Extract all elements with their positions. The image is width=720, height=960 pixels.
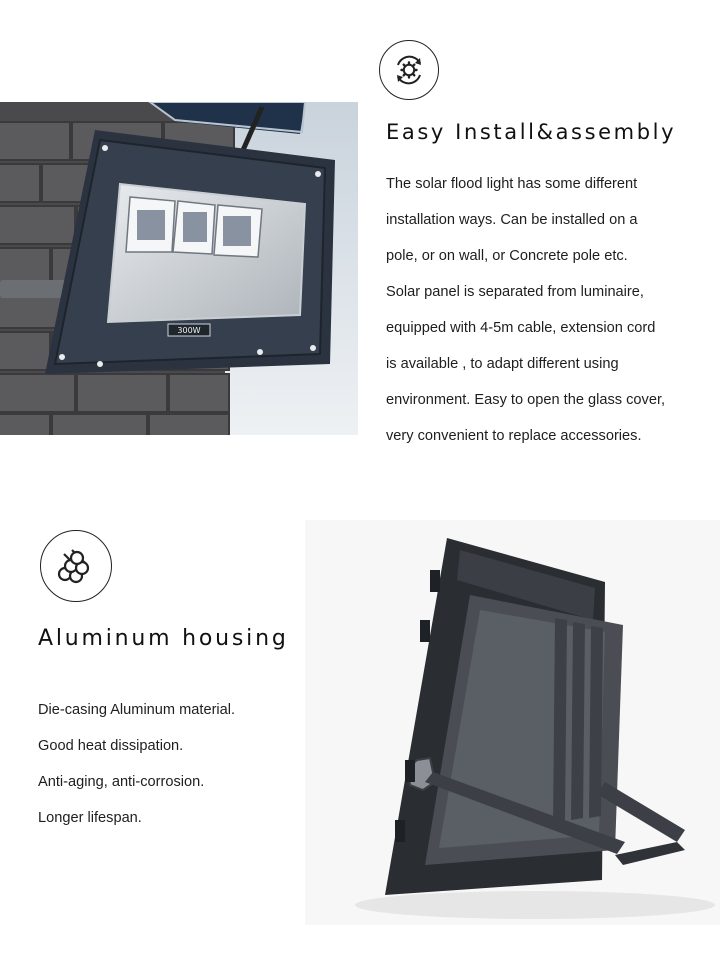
flood-light-front-photo bbox=[0, 102, 358, 435]
flood-light-front-illustration bbox=[0, 102, 358, 435]
description-line: pole, or on wall, or Concrete pole etc. bbox=[386, 248, 628, 264]
gear-refresh-icon bbox=[379, 40, 439, 100]
description-line: environment. Easy to open the glass cover, bbox=[386, 392, 666, 408]
wattage-label: 300W bbox=[177, 326, 201, 335]
description-line: Solar panel is separated from luminaire, bbox=[386, 284, 644, 300]
description-line: equipped with 4-5m cable, extension cord bbox=[386, 320, 656, 336]
feature-line: Die-casing Aluminum material. bbox=[38, 702, 236, 718]
section2-heading: Aluminum housing bbox=[38, 626, 289, 651]
feature-line: Longer lifespan. bbox=[38, 810, 142, 826]
description-line: installation ways. Can be installed on a bbox=[386, 212, 638, 228]
description-line: very convenient to replace accessories. bbox=[386, 428, 642, 444]
description-line: The solar flood light has some different bbox=[386, 176, 638, 192]
flood-light-back-illustration bbox=[305, 520, 720, 925]
section1-heading: Easy Install&assembly bbox=[386, 120, 677, 144]
description-line: is available , to adapt different using bbox=[386, 356, 619, 372]
section1-description bbox=[386, 166, 665, 454]
aluminum-bars-icon bbox=[40, 530, 112, 602]
feature-line: Good heat dissipation. bbox=[38, 738, 184, 754]
flood-light-back-photo bbox=[305, 520, 720, 925]
section2-description bbox=[38, 692, 235, 836]
feature-line: Anti-aging, anti-corrosion. bbox=[38, 774, 205, 790]
